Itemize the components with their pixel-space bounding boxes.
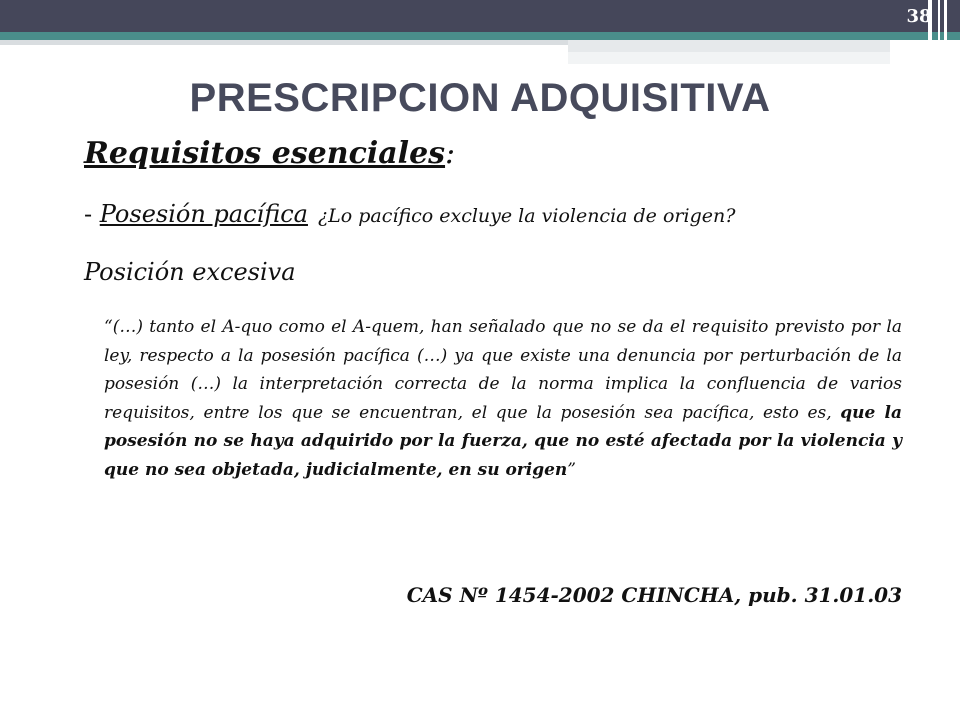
requirement-item xyxy=(84,200,735,228)
page-number: 38 xyxy=(906,6,932,27)
citation: CAS Nº 1454-2002 CHINCHA, pub. 31.01.03 xyxy=(406,583,902,607)
item-question: ¿Lo pacífico excluye la violencia de origen? xyxy=(317,205,736,227)
quote-close: ” xyxy=(567,459,576,480)
header-accent-bar xyxy=(0,32,960,40)
header-stripe-left xyxy=(0,40,568,45)
header-divider-line-2 xyxy=(938,0,940,64)
subheading: Posición excesiva xyxy=(84,258,296,286)
header-stripe-fade xyxy=(568,52,890,64)
item-dash: - xyxy=(84,200,100,228)
header-divider-line-3 xyxy=(944,0,947,64)
quote-block xyxy=(104,313,902,484)
quote-text: “(…) tanto el A-quo como el A-quem, han señalado que no se da el requisito previsto por la ley, respecto a la posesión pacífica (…) ya que existe una denuncia por perturbación de la posesión (…) la interpretación correcta de la norma implica la confluencia de varios requisitos, entre los que se encuentran, el que la posesión sea pacífica, esto es, xyxy=(104,317,902,423)
section-heading-label: Requisitos esenciales xyxy=(84,136,446,171)
quote-emphasis: que la posesión no se haya adquirido por la fuerza, que no esté afectada por la violencia y que no sea objetada, judicialmente, en su origen xyxy=(104,402,902,480)
slide-title: PRESCRIPCION ADQUISITIVA xyxy=(189,76,771,120)
header-stripe-right xyxy=(568,40,890,52)
section-heading xyxy=(84,136,455,171)
item-label: Posesión pacífica xyxy=(99,200,308,228)
header-bar xyxy=(0,0,960,32)
section-heading-colon: : xyxy=(445,136,456,171)
